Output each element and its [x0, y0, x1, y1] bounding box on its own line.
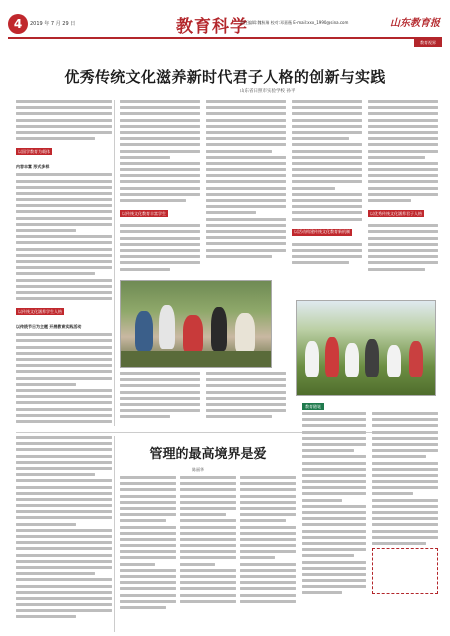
subhead: 内容丰富 形式多样 [16, 164, 50, 170]
article2-col-1 [120, 476, 176, 632]
column-1-bottom [16, 436, 112, 632]
header-sub-label: 教育视界 [414, 39, 442, 47]
subhead: 以传统节日为主题 开展教育实践活动 [16, 324, 82, 330]
column-3-lower [206, 372, 286, 432]
column-1 [16, 100, 112, 426]
outdoor-photo [296, 300, 436, 396]
column-2 [120, 100, 200, 276]
article2-col-4 [302, 412, 366, 632]
article-byline: 山东省日照市实验学校 孙平 [240, 89, 296, 94]
article2-headline: 管理的最高境界是爱 [149, 447, 267, 462]
section-title: 教育科学 [176, 17, 248, 37]
newspaper-logo: 山东教育报 [390, 18, 440, 29]
article2-col-2 [180, 476, 236, 632]
page-header [8, 12, 442, 48]
subhead-tag: 以活动构建传统文化教育新机制 [294, 229, 350, 235]
students-photo [120, 280, 272, 368]
subhead-tag: 以传统文化涵养学生人格 [18, 308, 62, 314]
column-2-lower [120, 372, 200, 432]
subhead-tag: 以优秀传统文化涵养君子人格 [370, 210, 422, 216]
article-headline: 优秀传统文化滋养新时代君子人格的创新与实践 [64, 68, 386, 86]
article2-col-3 [240, 476, 296, 632]
header-rule [8, 37, 442, 39]
issue-date: 2019 年 7 月 29 日 [30, 21, 76, 27]
article2-byline: 陈丽华 [192, 467, 204, 472]
subhead-tag: 以国学教育为载体 [18, 148, 50, 154]
column-3 [206, 100, 286, 276]
article2-col-5 [372, 412, 438, 632]
column-4 [292, 100, 362, 296]
editor-info: 责任编辑:魏秋瑞 校对:邓嘉薇 E-mail:xxx_1990@sina.com [240, 20, 349, 25]
column-5 [368, 100, 438, 296]
subhead-tag: 以传统文化教育丰富学生 [122, 210, 166, 216]
sidebar-box [372, 548, 438, 594]
section-tag: 教育随笔 [302, 403, 324, 410]
page-number: 4 [8, 14, 28, 34]
